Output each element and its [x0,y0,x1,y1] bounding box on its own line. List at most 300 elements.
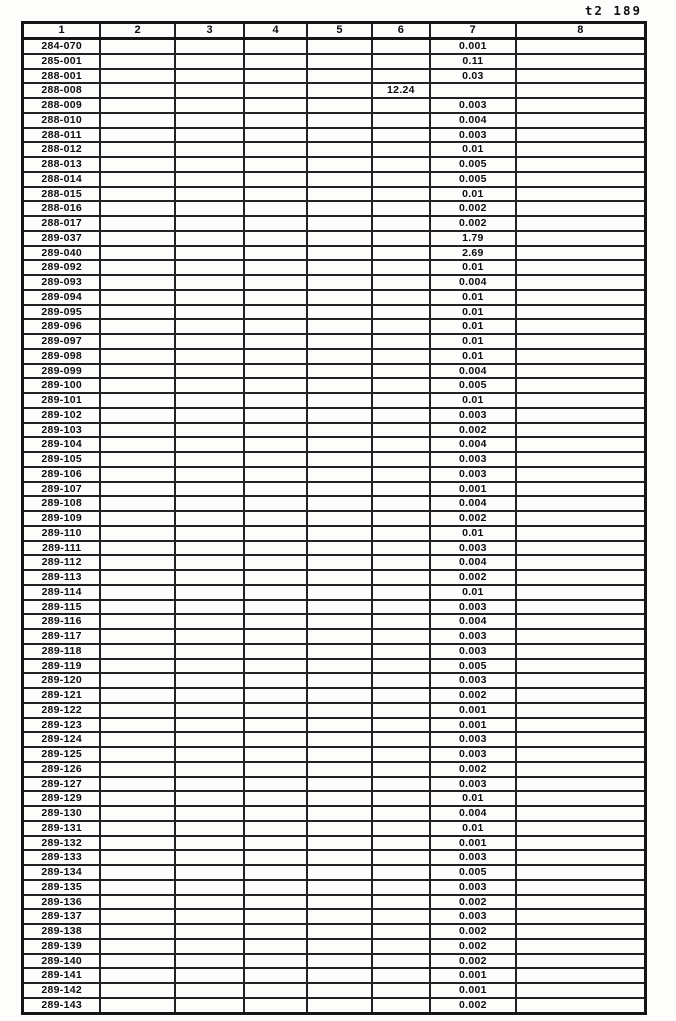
table-cell [100,511,175,526]
table-cell [516,260,646,275]
table-cell [516,157,646,172]
table-cell [244,673,307,688]
table-cell [516,850,646,865]
table-cell [516,541,646,556]
table-cell: 0.01 [430,526,516,541]
row-id-cell: 288-014 [23,172,101,187]
table-cell [175,98,244,113]
table-cell [175,364,244,379]
table-cell [100,836,175,851]
table-row [23,246,646,261]
row-id-cell: 289-118 [23,644,101,659]
table-cell [175,659,244,674]
table-cell [516,924,646,939]
table-cell: 0.002 [430,201,516,216]
column-header-1: 1 [23,23,101,39]
table-cell [244,128,307,143]
table-cell [307,762,372,777]
row-id-cell: 289-122 [23,703,101,718]
table-cell [175,275,244,290]
table-cell [100,806,175,821]
table-cell [100,629,175,644]
row-id-cell: 289-136 [23,895,101,910]
table-cell: 0.003 [430,850,516,865]
table-cell [100,378,175,393]
table-cell [307,954,372,969]
table-cell [516,482,646,497]
table-cell [244,467,307,482]
table-cell [175,201,244,216]
table-cell [516,172,646,187]
table-cell [100,452,175,467]
table-cell [307,482,372,497]
table-cell [307,821,372,836]
table-cell [244,364,307,379]
table-row [23,113,646,128]
table-cell [175,142,244,157]
table-cell [175,408,244,423]
row-id-cell: 289-140 [23,954,101,969]
table-cell [244,290,307,305]
table-cell [244,378,307,393]
table-row [23,511,646,526]
table-cell [372,673,430,688]
table-cell: 0.002 [430,998,516,1014]
table-cell [372,541,430,556]
table-cell [516,570,646,585]
table-cell [516,555,646,570]
table-cell [516,968,646,983]
table-cell [307,688,372,703]
table-cell: 0.005 [430,378,516,393]
table-cell [100,408,175,423]
table-cell [372,142,430,157]
table-cell [244,585,307,600]
table-body [23,39,646,1014]
table-cell [244,939,307,954]
page-annotation: t2 189 [584,3,642,18]
table-cell [516,821,646,836]
table-cell [175,467,244,482]
table-cell: 0.003 [430,777,516,792]
row-id-cell: 289-143 [23,998,101,1014]
table-cell [244,880,307,895]
row-id-cell: 289-037 [23,231,101,246]
table-cell: 0.11 [430,54,516,69]
data-table-container [21,21,647,1015]
table-cell [244,703,307,718]
table-cell [244,850,307,865]
table-cell [372,39,430,54]
table-cell [244,644,307,659]
table-cell [244,334,307,349]
table-cell [372,526,430,541]
table-row [23,83,646,98]
table-cell [307,526,372,541]
table-cell [516,983,646,998]
table-cell: 0.002 [430,688,516,703]
table-cell [307,836,372,851]
table-cell [175,895,244,910]
table-cell: 0.001 [430,703,516,718]
row-id-cell: 288-009 [23,98,101,113]
table-cell [175,673,244,688]
table-cell [516,98,646,113]
table-cell [100,54,175,69]
table-cell: 2.69 [430,246,516,261]
table-cell [307,968,372,983]
table-cell [372,895,430,910]
table-cell [516,334,646,349]
row-id-cell: 289-131 [23,821,101,836]
table-row [23,821,646,836]
table-cell [372,364,430,379]
row-id-cell: 289-138 [23,924,101,939]
table-cell [372,644,430,659]
table-cell [175,393,244,408]
table-cell: 1.79 [430,231,516,246]
table-cell [100,364,175,379]
table-cell [372,954,430,969]
table-cell [372,614,430,629]
table-cell [100,924,175,939]
table-cell [100,319,175,334]
row-id-cell: 289-110 [23,526,101,541]
table-cell [100,703,175,718]
column-header-8: 8 [516,23,646,39]
row-id-cell: 289-133 [23,850,101,865]
table-cell: 0.01 [430,334,516,349]
table-cell [307,423,372,438]
table-cell [516,437,646,452]
table-cell: 0.004 [430,437,516,452]
table-cell [244,305,307,320]
table-cell [100,275,175,290]
row-id-cell: 289-101 [23,393,101,408]
table-cell [516,939,646,954]
table-row [23,777,646,792]
table-cell [307,865,372,880]
table-row [23,585,646,600]
table-cell [100,393,175,408]
table-cell [307,246,372,261]
table-cell [307,614,372,629]
table-cell [100,482,175,497]
table-row [23,482,646,497]
table-cell [175,511,244,526]
table-cell [100,39,175,54]
table-cell [175,349,244,364]
table-cell [244,688,307,703]
table-cell [175,378,244,393]
table-cell [244,98,307,113]
table-row [23,54,646,69]
table-row [23,319,646,334]
table-row [23,334,646,349]
data-table [21,21,647,1015]
table-cell [175,968,244,983]
table-cell [244,54,307,69]
row-id-cell: 289-134 [23,865,101,880]
table-row [23,880,646,895]
table-cell [516,777,646,792]
row-id-cell: 288-012 [23,142,101,157]
table-cell [244,909,307,924]
row-id-cell: 289-102 [23,408,101,423]
row-id-cell: 288-001 [23,69,101,84]
table-cell [244,393,307,408]
table-cell [244,865,307,880]
table-row [23,260,646,275]
table-cell [175,777,244,792]
row-id-cell: 289-115 [23,600,101,615]
table-cell [175,83,244,98]
row-id-cell: 289-112 [23,555,101,570]
table-cell [175,555,244,570]
table-cell [372,187,430,202]
table-cell [100,865,175,880]
table-row [23,305,646,320]
table-row [23,275,646,290]
row-id-cell: 288-016 [23,201,101,216]
table-cell [516,880,646,895]
table-cell [100,142,175,157]
row-id-cell: 288-013 [23,157,101,172]
table-cell: 0.003 [430,909,516,924]
table-cell [100,909,175,924]
table-cell: 0.003 [430,673,516,688]
row-id-cell: 289-139 [23,939,101,954]
row-id-cell: 289-127 [23,777,101,792]
table-cell [307,909,372,924]
table-cell [307,998,372,1014]
table-cell [175,939,244,954]
row-id-cell: 289-094 [23,290,101,305]
table-cell: 0.004 [430,364,516,379]
table-cell [307,644,372,659]
table-row [23,659,646,674]
table-cell: 0.004 [430,555,516,570]
table-cell: 0.003 [430,408,516,423]
table-cell [372,821,430,836]
table-cell [516,305,646,320]
table-cell [372,865,430,880]
table-cell [516,954,646,969]
table-cell [516,644,646,659]
table-cell [516,998,646,1014]
table-cell [372,246,430,261]
table-cell [100,791,175,806]
table-cell [372,496,430,511]
table-cell [307,364,372,379]
table-cell [372,600,430,615]
table-cell [516,909,646,924]
table-row [23,364,646,379]
table-cell [372,319,430,334]
row-id-cell: 289-137 [23,909,101,924]
table-cell [372,393,430,408]
table-cell: 0.001 [430,836,516,851]
table-cell [516,275,646,290]
table-row [23,216,646,231]
row-id-cell: 289-095 [23,305,101,320]
table-row [23,850,646,865]
table-cell: 0.003 [430,629,516,644]
table-cell [244,791,307,806]
row-id-cell: 284-070 [23,39,101,54]
table-cell [372,836,430,851]
table-cell [100,128,175,143]
table-cell [175,334,244,349]
table-cell [244,496,307,511]
table-cell [244,349,307,364]
table-cell [516,39,646,54]
table-cell: 0.001 [430,482,516,497]
table-cell [307,69,372,84]
table-cell [307,408,372,423]
table-cell [100,600,175,615]
table-cell: 0.004 [430,113,516,128]
table-cell [307,983,372,998]
table-cell [100,895,175,910]
table-cell [100,260,175,275]
table-cell [100,157,175,172]
table-cell [516,201,646,216]
table-cell: 0.005 [430,172,516,187]
table-cell: 0.005 [430,157,516,172]
column-header-7: 7 [430,23,516,39]
table-cell [307,570,372,585]
row-id-cell: 289-126 [23,762,101,777]
table-row [23,467,646,482]
table-cell: 0.003 [430,732,516,747]
table-row [23,791,646,806]
table-cell: 0.01 [430,393,516,408]
table-row [23,378,646,393]
row-id-cell: 289-100 [23,378,101,393]
table-cell [372,555,430,570]
table-row [23,895,646,910]
table-cell: 0.002 [430,939,516,954]
table-cell [372,423,430,438]
table-cell: 0.01 [430,319,516,334]
row-id-cell: 288-017 [23,216,101,231]
table-row [23,629,646,644]
table-cell: 0.003 [430,128,516,143]
table-cell [516,600,646,615]
table-cell [175,806,244,821]
table-cell [175,231,244,246]
table-cell [307,467,372,482]
table-cell: 0.01 [430,821,516,836]
table-cell [516,452,646,467]
table-cell: 12.24 [372,83,430,98]
table-cell [175,644,244,659]
table-cell [244,777,307,792]
table-cell [307,777,372,792]
table-cell [372,924,430,939]
table-cell: 0.002 [430,511,516,526]
table-cell [307,39,372,54]
table-cell [372,349,430,364]
table-cell [175,954,244,969]
table-cell [372,850,430,865]
table-row [23,732,646,747]
table-cell [175,260,244,275]
row-id-cell: 289-141 [23,968,101,983]
table-cell [516,364,646,379]
table-row [23,924,646,939]
table-cell [516,216,646,231]
table-cell [372,747,430,762]
table-cell [175,747,244,762]
table-cell [307,850,372,865]
row-id-cell: 289-108 [23,496,101,511]
table-cell [307,659,372,674]
row-id-cell: 289-129 [23,791,101,806]
table-cell [372,54,430,69]
table-cell: 0.001 [430,983,516,998]
row-id-cell: 289-132 [23,836,101,851]
table-cell [516,732,646,747]
table-row [23,836,646,851]
row-id-cell: 289-125 [23,747,101,762]
table-cell [100,334,175,349]
table-cell [307,541,372,556]
table-cell [175,482,244,497]
table-cell [175,983,244,998]
table-cell: 0.01 [430,349,516,364]
table-cell [244,319,307,334]
table-cell [516,762,646,777]
table-cell [516,393,646,408]
table-cell [307,260,372,275]
table-cell [516,467,646,482]
table-row [23,496,646,511]
table-cell [372,467,430,482]
row-id-cell: 289-103 [23,423,101,438]
table-cell [175,113,244,128]
table-cell: 0.004 [430,806,516,821]
table-cell [100,968,175,983]
table-row [23,762,646,777]
table-cell: 0.003 [430,644,516,659]
table-cell [372,585,430,600]
table-cell [307,201,372,216]
table-cell [100,880,175,895]
table-cell: 0.001 [430,718,516,733]
table-cell [372,968,430,983]
row-id-cell: 289-106 [23,467,101,482]
table-cell [307,939,372,954]
table-row [23,983,646,998]
table-cell [307,187,372,202]
table-cell [516,806,646,821]
table-cell [516,378,646,393]
table-cell [175,865,244,880]
table-cell [307,128,372,143]
row-id-cell: 289-135 [23,880,101,895]
table-row [23,688,646,703]
table-cell [244,836,307,851]
table-cell [372,452,430,467]
table-cell [100,98,175,113]
table-cell [175,246,244,261]
table-cell [516,865,646,880]
row-id-cell: 289-114 [23,585,101,600]
table-cell [175,541,244,556]
table-cell [307,393,372,408]
